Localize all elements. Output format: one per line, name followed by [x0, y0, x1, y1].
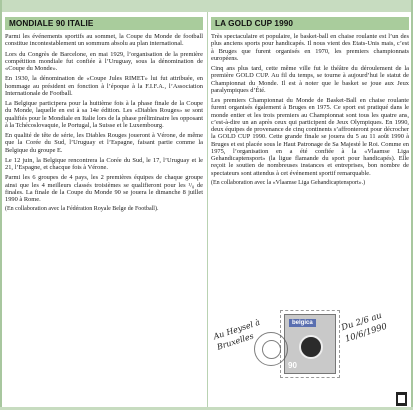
section-heading-gold-cup: LA GOLD CUP 1990	[211, 17, 409, 30]
paragraph: Cinq ans plus tard, cette même ville fut le théâtre du déroulement de la première GOLD CUP. Au fil du temps, se tourne à aujourd’hui le statut de Championnat du Monde. Il est à noter que le basket se joue aux Jeux paralympiques d’Été.	[211, 65, 409, 94]
column-divider	[207, 12, 208, 410]
paragraph: En qualité de tête de série, les Diables Rouges joueront à Vérone, de même que la Corée du Sud, l’Uruguay et l’Espagne, faisant partie comme la Belgique du groupe E.	[5, 132, 203, 154]
paragraph: Les premiers Championnat du Monde de Basket-Ball en chaise roulante furent organisés également à Bruges en 1975. Ce sport est pratiqué dans le monde entier et les trois premiers au Championnat sont tous les quatre ans, c’est-à-dire un an après ceux qui participent de Jeux Olympiques. En 1990, deux équipes de provenance de cinq continents s’affronteront pour décrocher la GOLD CUP 1990. Cette grande finale se jouera du 5 au 11 août 1990 à Bruges et est placée sous le Haut Patronage de Sa Majesté le Roi. Comme en 1975, l’organisation en a été confiée à la «Vlaamse Liga Gehandicaptensport» (la ligue flamande du sport pour handicapés). Elle reçoit le soutien de nombreuses instances et entreprises, bon nombre de spectateurs sont attendus à cet événement sportif remarquable.	[211, 97, 409, 177]
handwritten-dates: Du 2/6 au 10/6/1990	[340, 310, 389, 345]
stamp-area	[214, 302, 409, 406]
paragraph: La Belgique participera pour la huitième fois à la phase finale de la Coupe du Monde, laquelle en est à sa 14e édition. Les «Diables Rouges» se sont qualifiés pour le Mondiale en Italie lors de la phase préliminaire les opposant à la Tchécoslovaquie, le Portugal, la Suisse et le Luxembourg.	[5, 100, 203, 129]
football-icon	[299, 335, 323, 359]
left-column	[5, 17, 203, 216]
right-column	[211, 17, 409, 190]
collaboration-note: (En collaboration avec la «Vlaamse Liga Gehandicaptensport».)	[211, 179, 366, 186]
handwritten-location: Au Heysel à Bruxelles	[212, 317, 262, 352]
paragraph: Parmi les 6 groupes de 4 pays, les 2 premières équipes de chaque groupe ainsi que les 4 meilleurs classés troisièmes se qualifieront pour les ¹/₈ de finales. La finale de la Coupe du Monde 90 se jouera le dimanche 8 juillet 1990 à Rome.	[5, 174, 203, 203]
postage-stamp	[280, 310, 340, 378]
paragraph: Lors du Congrès de Barcelone, en mai 1929, l’organisation de la première compétition mondiale fut confiée à l’Uruguay, sous la dénomination de «Coupe du Monde».	[5, 50, 203, 72]
top-strip-right	[205, 0, 413, 12]
stamp-value: 90	[288, 361, 297, 370]
paragraph: En 1930, la dénomination de «Coupe Jules RIMET» lui fut attribuée, en hommage au président en fonction à l’époque à la F.I.F.A., l’Association Internationale de Football.	[5, 75, 203, 97]
corner-logo-icon	[396, 392, 407, 406]
section-heading-mondiale: MONDIALE 90 ITALIE	[5, 17, 203, 30]
top-decorative-strip	[0, 0, 413, 12]
paragraph: Très spectaculaire et populaire, le basket-ball en chaise roulante est l’un des plus anciens sports pour handicapés. Il nous vient des Etats-Unis mais, c’est à Bruges que furent organisés en 1970, les premiers championnats européens.	[211, 33, 409, 62]
top-strip-left	[0, 0, 205, 12]
paragraph: Le 12 juin, la Belgique rencontrera la Corée du Sud, le 17, l’Uruguay et le 21, l’Espagne, et chacque fois à Vérone.	[5, 156, 203, 171]
postmark-icon	[254, 332, 288, 366]
stamp-image	[284, 314, 336, 374]
stamp-brand-label: belgica	[289, 319, 316, 327]
left-frame-line	[0, 0, 2, 410]
collaboration-note: (En collaboration avec la Fédération Royale Belge de Football).	[5, 206, 159, 213]
paragraph: Parmi les événements sportifs au sommet, la Coupe du Monde de football constitue incontestablement un sommum absolu au plan international.	[5, 33, 203, 48]
